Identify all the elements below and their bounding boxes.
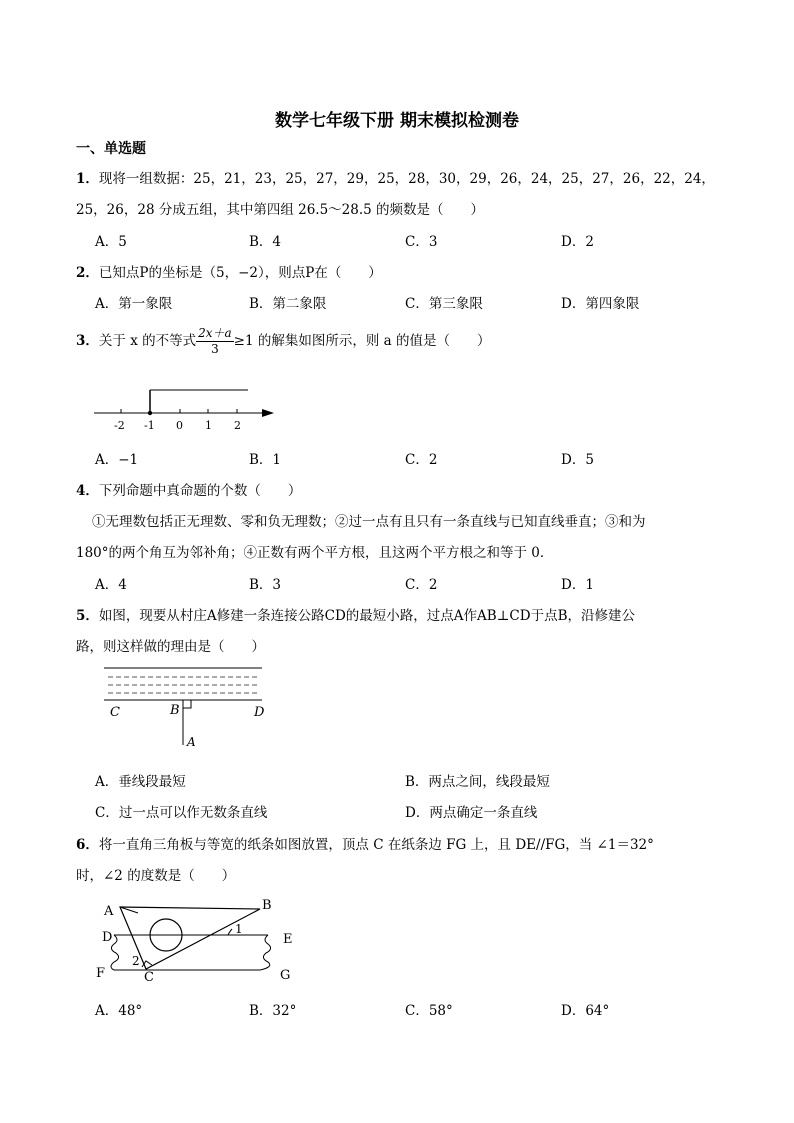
question-text: 现将一组数据：25，21，23，25，27，29，25，28，30，29，26，24，25，27，26，22，24， (98, 171, 715, 187)
angle-label-2: 2 (132, 954, 140, 968)
road-figure (100, 665, 270, 755)
point-label-c: C (144, 970, 154, 985)
question-4-statements-line-2: 180°的两个角互为邻补角；④正数有两个平方根，且这两个平方根之和等于 0． (76, 545, 554, 561)
option-c[interactable]: C．3 (405, 234, 438, 250)
question-text: 已知点P的坐标是（5，−2），则点P在（ ） (98, 265, 382, 281)
option-b[interactable]: B．第二象限 (249, 296, 327, 312)
fraction (196, 326, 234, 357)
option-c[interactable]: C．2 (405, 577, 438, 593)
option-a[interactable]: A．48° (95, 1003, 143, 1019)
option-d[interactable]: D．64° (561, 1003, 610, 1019)
fraction-numerator: 2x＋a (198, 326, 232, 340)
point-label-b: B (262, 898, 272, 913)
question-number: 1． (76, 171, 99, 187)
tick-label: -2 (114, 419, 125, 432)
question-text-post: ≥1 的解集如图所示，则 a 的值是（ ） (233, 333, 491, 349)
question-4-statements-line-1: ①无理数包括正无理数、零和负无理数；②过一点有且只有一条直线与已知直线垂直；③和为 (92, 514, 646, 530)
question-number: 6． (76, 837, 99, 853)
option-a[interactable]: A．垂线段最短 (95, 774, 186, 790)
option-d[interactable]: D．第四象限 (561, 296, 640, 312)
option-c[interactable]: C．2 (405, 452, 438, 468)
question-text: 如图，现要从村庄A修建一条连接公路CD的最短小路，过点A作AB⊥CD于点B，沿修建公 (98, 608, 635, 624)
option-c[interactable]: C．过一点可以作无数条直线 (95, 805, 268, 821)
option-b[interactable]: B．4 (249, 234, 282, 250)
point-label-d: D (254, 705, 265, 720)
question-1-line-2: 25，26，28 分成五组，其中第四组 26.5～28.5 的频数是（ ） (76, 202, 485, 218)
question-5-line-2: 路，则这样做的理由是（ ） (76, 639, 265, 655)
tick-label: 1 (205, 419, 212, 432)
question-text: 将一直角三角板与等宽的纸条如图放置，顶点 C 在纸条边 FG 上，且 DE//FG，当 ∠1＝32° (98, 837, 654, 853)
option-b[interactable]: B．3 (249, 577, 282, 593)
point-label-d: D (102, 930, 113, 945)
point-label-a: A (104, 904, 114, 919)
angle-label-1: 1 (235, 922, 243, 936)
question-text-pre: 关于 x 的不等式 (98, 333, 197, 349)
point-label-b: B (170, 703, 180, 718)
question-5-line-1 (76, 604, 635, 624)
option-b[interactable]: B．32° (249, 1003, 297, 1019)
point-label-e: E (283, 932, 293, 947)
option-a[interactable]: A．−1 (95, 452, 139, 468)
option-b[interactable]: B．1 (249, 452, 282, 468)
option-a[interactable]: A．第一象限 (95, 296, 173, 312)
question-number: 3． (76, 333, 99, 349)
option-d[interactable]: D．5 (561, 452, 594, 468)
option-a[interactable]: A．4 (95, 577, 127, 593)
option-d[interactable]: D．两点确定一条直线 (405, 805, 538, 821)
question-4-line-1 (76, 479, 301, 499)
tick-label: -1 (144, 419, 155, 432)
number-line-figure (90, 385, 280, 435)
point-label-g: G (280, 968, 291, 983)
point-label-f: F (96, 966, 106, 981)
fraction-denominator: 3 (211, 342, 219, 356)
tick-label: 0 (176, 419, 183, 432)
option-a[interactable]: A．5 (95, 234, 127, 250)
question-number: 2． (76, 265, 99, 281)
point-label-c: C (110, 705, 120, 720)
point-label-a: A (187, 735, 196, 749)
question-3-line-1 (76, 326, 491, 357)
question-1-line-1 (76, 167, 715, 187)
option-c[interactable]: C．58° (405, 1003, 453, 1019)
section-heading: 一、单选题 (76, 141, 146, 157)
question-2-line-1 (76, 261, 382, 281)
page-title: 数学七年级下册 期末模拟检测卷 (275, 111, 519, 131)
question-6-line-2: 时，∠2 的度数是（ ） (76, 868, 236, 884)
question-6-line-1 (76, 833, 654, 853)
question-number: 4． (76, 483, 99, 499)
question-text: 下列命题中真命题的个数（ ） (98, 483, 302, 499)
triangle-strip-figure (90, 895, 305, 990)
option-d[interactable]: D．1 (561, 577, 594, 593)
option-d[interactable]: D．2 (561, 234, 594, 250)
option-b[interactable]: B．两点之间，线段最短 (405, 774, 550, 790)
question-number: 5． (76, 608, 99, 624)
tick-label: 2 (234, 419, 241, 432)
option-c[interactable]: C．第三象限 (405, 296, 483, 312)
